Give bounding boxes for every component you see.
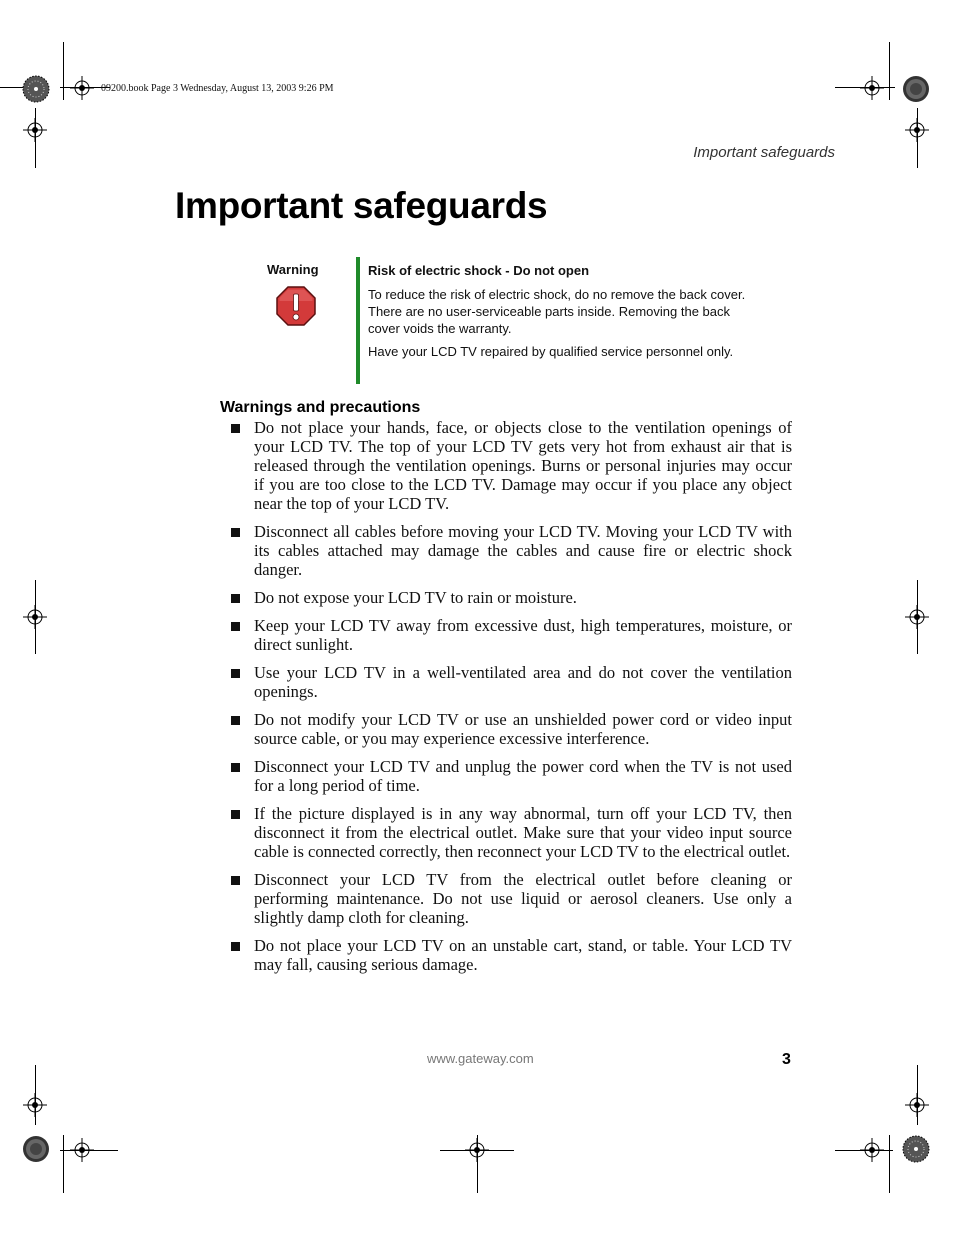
list-item-text: Disconnect all cables before moving your LCD TV. Moving your LCD TV with its cables attached may damage the cables and cause fire or electric shock danger. [254,522,792,579]
warning-rule [356,257,360,384]
list-item [227,936,792,974]
warning-box [368,262,748,366]
list-item [227,870,792,927]
registration-target-icon [905,1093,929,1117]
bullet-square-icon [231,594,240,603]
registration-target-icon [23,605,47,629]
registration-target-icon [905,118,929,142]
starburst-mark-icon [22,75,50,103]
list-item-text: Do not modify your LCD TV or use an unshielded power cord or video input source cable, or you may experience excessive interference. [254,710,792,748]
warning-paragraph: To reduce the risk of electric shock, do no remove the back cover. There are no user-serviceable parts inside. Removing the back cover voids the warranty. [368,287,746,336]
registration-target-icon [465,1138,489,1162]
crop-mark [889,1135,890,1193]
list-item-text: Keep your LCD TV away from excessive dust, high temperatures, moisture, or direct sunlight. [254,616,792,654]
registration-target-icon [860,1138,884,1162]
bullet-square-icon [231,528,240,537]
crop-mark [63,1135,64,1193]
list-item-text: Disconnect your LCD TV and unplug the power cord when the TV is not used for a long period of time. [254,757,792,795]
section-heading: Warnings and precautions [220,399,421,416]
list-item-text: Use your LCD TV in a well-ventilated area and do not cover the ventilation openings. [254,663,792,701]
registration-target-icon [905,605,929,629]
registration-target-icon [860,76,884,100]
list-item [227,757,792,795]
registration-target-icon [70,1138,94,1162]
starburst-mark-icon [902,1135,930,1163]
list-item-text: If the picture displayed is in any way abnormal, turn off your LCD TV, then disconnect it from the electrical outlet. Make sure that your video input source cable is connected correctly, then reconnect your LCD TV to the electrical outlet. [254,804,792,861]
density-mark-icon [902,75,930,103]
bullet-square-icon [231,622,240,631]
stop-warning-icon [275,285,317,327]
list-item [227,663,792,701]
list-item [227,522,792,579]
registration-target-icon [70,76,94,100]
book-info-slug: 09200.book Page 3 Wednesday, August 13, 2003 9:26 PM [101,83,334,94]
warning-label: Warning [267,262,319,277]
registration-target-icon [23,1093,47,1117]
crop-mark [63,42,64,100]
precautions-list [227,418,792,983]
list-item [227,616,792,654]
density-mark-icon [22,1135,50,1163]
list-item-text: Do not place your hands, face, or objects close to the ventilation openings of your LCD TV. The top of your LCD TV gets very hot from exhaust air that is released through the ventilation openings. Burns or personal injuries may occur if you are too close to the LCD TV. Damage may occur if you place any object near the top of your LCD TV. [254,418,792,513]
bullet-square-icon [231,942,240,951]
list-item [227,588,792,607]
bullet-square-icon [231,424,240,433]
bullet-square-icon [231,876,240,885]
bullet-square-icon [231,716,240,725]
running-header: Important safeguards [693,144,835,161]
registration-target-icon [23,118,47,142]
page-number: 3 [782,1051,791,1068]
list-item-text: Disconnect your LCD TV from the electrical outlet before cleaning or performing maintenance. Do not use liquid or aerosol cleaners. Use only a slightly damp cloth for cleaning. [254,870,792,927]
warning-title: Risk of electric shock - Do not open [368,263,590,278]
list-item-text: Do not place your LCD TV on an unstable cart, stand, or table. Your LCD TV may fall, causing serious damage. [254,936,792,974]
footer-url-link[interactable]: www.gateway.com [427,1051,534,1066]
list-item [227,418,792,513]
crop-mark [889,42,890,100]
list-item-text: Do not expose your LCD TV to rain or moisture. [254,588,577,607]
list-item [227,804,792,861]
list-item [227,710,792,748]
bullet-square-icon [231,669,240,678]
warning-paragraph: Have your LCD TV repaired by qualified service personnel only. [368,344,734,359]
bullet-square-icon [231,763,240,772]
bullet-square-icon [231,810,240,819]
page-title: Important safeguards [175,185,548,226]
